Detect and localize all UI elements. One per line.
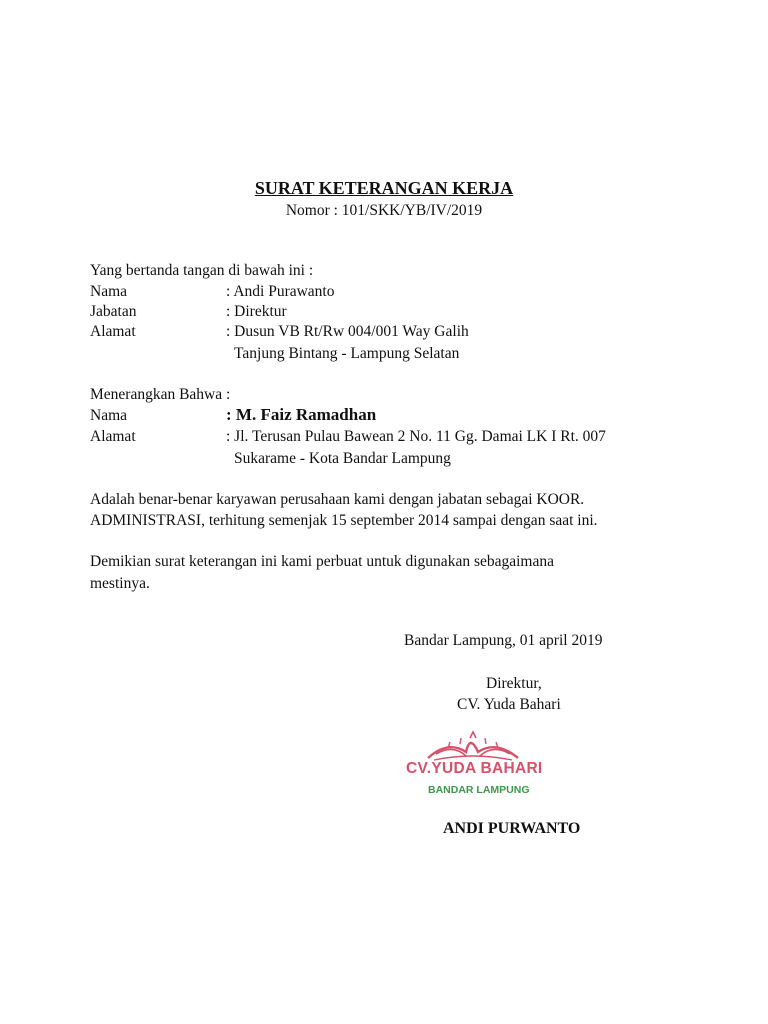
signer-position-title: Direktur,	[486, 675, 542, 692]
employee-address-label: Alamat	[90, 428, 136, 445]
place-date: Bandar Lampung, 01 april 2019	[404, 632, 603, 649]
stamp-line-1: CV.YUDA BAHARI	[406, 760, 543, 777]
signer-address-line-1: : Dusun VB Rt/Rw 004/001 Way Galih	[226, 323, 469, 340]
employee-name-label: Nama	[90, 407, 128, 424]
employee-name-value: : M. Faiz Ramadhan	[226, 405, 377, 424]
signer-name-value: : Andi Purawanto	[226, 283, 335, 300]
signer-address-label: Alamat	[90, 323, 136, 340]
employee-address-line-2: Sukarame - Kota Bandar Lampung	[234, 450, 451, 467]
employee-address-line-1: : Jl. Terusan Pulau Bawean 2 No. 11 Gg. Damai LK I Rt. 007	[226, 428, 606, 445]
company-stamp	[398, 730, 548, 800]
statement-line-1: Adalah benar-benar karyawan perusahaan kami dengan jabatan sebagai KOOR.	[90, 491, 585, 508]
signer-position-value: : Direktur	[226, 303, 287, 320]
signer-name-label: Nama	[90, 283, 128, 300]
closing-line-1: Demikian surat keterangan ini kami perbuat untuk digunakan sebagaimana	[90, 553, 554, 570]
signer-address-line-2: Tanjung Bintang - Lampung Selatan	[234, 345, 460, 362]
document-number: Nomor : 101/SKK/YB/IV/2019	[285, 202, 483, 219]
document-title: SURAT KETERANGAN KERJA	[254, 178, 514, 198]
company-name: CV. Yuda Bahari	[457, 696, 561, 713]
statement-line-2: ADMINISTRASI, terhitung semenjak 15 september 2014 sampai dengan saat ini.	[90, 512, 598, 529]
stamp-line-2: BANDAR LAMPUNG	[428, 784, 530, 796]
closing-line-2: mestinya.	[90, 575, 150, 592]
signer-position-label: Jabatan	[90, 303, 137, 320]
signer-name: ANDI PURWANTO	[443, 820, 581, 837]
menerangkan-text: Menerangkan Bahwa :	[90, 386, 231, 403]
intro-text: Yang bertanda tangan di bawah ini :	[90, 262, 314, 279]
